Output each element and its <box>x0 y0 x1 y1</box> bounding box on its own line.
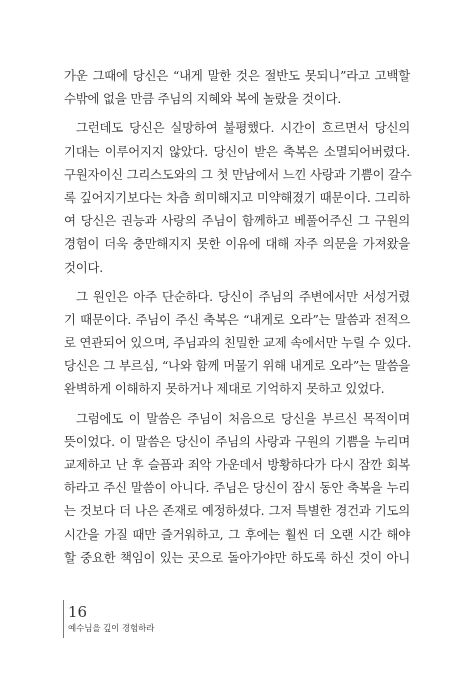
text-line: 완벽하게 이해하지 못하거나 제대로 기억하지 못하고 있었다. <box>64 381 385 397</box>
text-line: 기 때문이다. 주님이 주신 축복은 “내게로 오라”는 말씀과 전적으 <box>64 311 410 327</box>
paragraph-1 <box>64 64 410 110</box>
text-line: 록 깊어지기보다는 차츰 희미해지고 미약해졌기 때문이다. 그리하 <box>64 189 410 205</box>
text-line: 것이다. <box>64 259 104 275</box>
text-line: 할 중요한 책임이 있는 곳으로 돌아가야만 하도록 하신 것이 아니 <box>64 549 410 565</box>
text-line: 로 연관되어 있으며, 주님과의 친밀한 교제 속에서만 누릴 수 있다. <box>64 335 412 351</box>
text-line: 시간을 가질 때만 즐거워하고, 그 후에는 훨씬 더 오랜 시간 해야 <box>64 526 410 542</box>
text-line: 뜻이었다. 이 말씀은 당신이 주님의 사랑과 구원의 기쁨을 누리며 <box>64 433 410 449</box>
paragraph-3 <box>64 285 410 401</box>
text-line: 그 원인은 아주 단순하다. 당신이 주님의 주변에서만 서성거렸 <box>76 288 410 304</box>
paragraph-2 <box>64 116 410 278</box>
text-line: 하라고 주신 말씀이 아니다. 주님은 당신이 잠시 동안 축복을 누리 <box>64 480 410 496</box>
body-text <box>64 64 410 569</box>
text-line: 그럼에도 이 말씀은 주님이 처음으로 당신을 부르신 목적이며 <box>76 410 410 426</box>
text-line: 는 것보다 더 나은 존재로 예정하셨다. 그저 특별한 경건과 기도의 <box>64 503 410 519</box>
text-line: 그런데도 당신은 실망하여 불평했다. 시간이 흐르면서 당신의 <box>76 120 410 136</box>
footer-divider <box>63 600 64 638</box>
text-line: 여 당신은 권능과 사랑의 주님이 함께하고 베풀어주신 그 구원의 <box>64 213 410 229</box>
text-line: 당신은 그 부르심, “나와 함께 머물기 위해 내게로 오라”는 말씀을 <box>64 358 410 374</box>
running-footer-title: 예수님을 깊이 경험하라 <box>68 624 155 634</box>
text-line: 구원자이신 그리스도와의 그 첫 만남에서 느낀 사랑과 기쁨이 갈수 <box>64 166 412 182</box>
text-line: 가운 그때에 당신은 “내게 말한 것은 절반도 못되니”라고 고백할 <box>64 68 410 83</box>
text-line: 교제하고 난 후 슬픔과 죄악 가운데서 방황하다가 다시 잠깐 회복 <box>64 457 410 472</box>
page-number: 16 <box>68 603 88 621</box>
text-line: 기대는 이루어지지 않았다. 당신이 받은 축복은 소멸되어버렸다. <box>64 143 410 159</box>
text-line: 경험이 더욱 충만해지지 못한 이유에 대해 자주 의문을 가져왔을 <box>64 236 410 252</box>
paragraph-4 <box>64 407 410 569</box>
text-line: 수밖에 없을 만큼 주님의 지혜와 복에 놀랐을 것이다. <box>64 91 342 107</box>
